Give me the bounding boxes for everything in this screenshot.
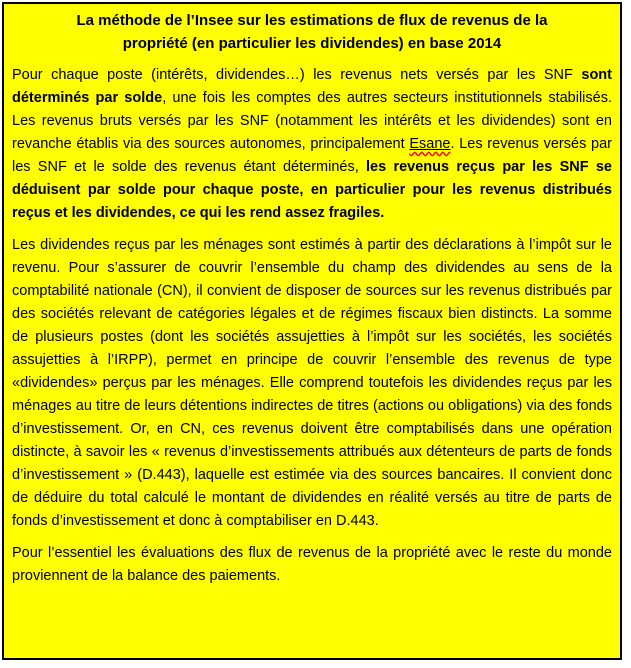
paragraph-3 xyxy=(12,542,612,588)
text-segment-bold: les revenus reçus par les SNF se déduisent par solde pour chaque poste, en particulier pour les revenus distribués reçus et les dividendes, ce qui les rend assez fragiles. xyxy=(12,159,612,221)
text-segment-underline xyxy=(409,136,450,152)
text-segment-normal: Les dividendes reçus par les ménages sont estimés à partir des déclarations à l’impôt sur le revenu. Pour s’assurer de couvrir l’ensemble du champ des dividendes au sens de la comptabilité nationale (CN), il convient de disposer de sources sur les revenus distribués par des sociétés relevant de catégories légales et de régimes fiscaux bien distincts. La somme de plusieurs postes (dont les sociétés assujetties à l’impôt sur les sociétés, les sociétés assujetties à l’IRPP), permet en principe de couvrir l’ensemble des revenus de type «dividendes» perçus par les ménages. Elle comprend toutefois les dividendes reçus par les ménages au titre de leurs détentions indirectes de titres (actions ou obligations) via des fonds d’investissement. Or, en CN, ces revenus doivent être comptabilisés dans une opération distincte, à savoir les « revenus d’investissements attribués aux détenteurs de parts de fonds d’investissement » (D.443), laquelle est estimée via des sources bancaires. Il convient donc de déduire du total calculé le montant de dividendes en réalité versés au titre de parts de fonds d’investissement et donc à comptabiliser en D.443. xyxy=(12,237,612,529)
paragraph-2 xyxy=(12,234,612,533)
text-segment-normal: . Les revenus versés par les SNF et le solde des revenus étant déterminés, xyxy=(12,136,612,175)
paragraph-1 xyxy=(12,64,612,225)
box-title-line-1: La méthode de l’Insee sur les estimations de flux de revenus de la xyxy=(76,12,548,29)
text-segment-normal: Pour chaque poste (intérêts, dividendes…) les revenus nets versés par les SNF xyxy=(12,67,582,83)
info-box xyxy=(2,2,622,660)
text-segment-bold: sont déterminés par solde xyxy=(12,67,612,106)
box-title xyxy=(12,9,612,55)
text-segment-wavy: Esane xyxy=(409,136,451,152)
box-title-line-2: propriété (en particulier les dividendes) en base 2014 xyxy=(122,35,502,52)
text-segment-normal: , une fois les comptes des autres secteurs institutionnels stabilisés. Les revenus bruts versés par les SNF (notamment les intérêts et les dividendes) sont en revanche établis via des sources autonomes, principalement xyxy=(12,90,612,152)
text-segment-normal: Pour l’essentiel les évaluations des flux de revenus de la propriété avec le reste du monde proviennent de la balance des paiements. xyxy=(12,545,612,584)
